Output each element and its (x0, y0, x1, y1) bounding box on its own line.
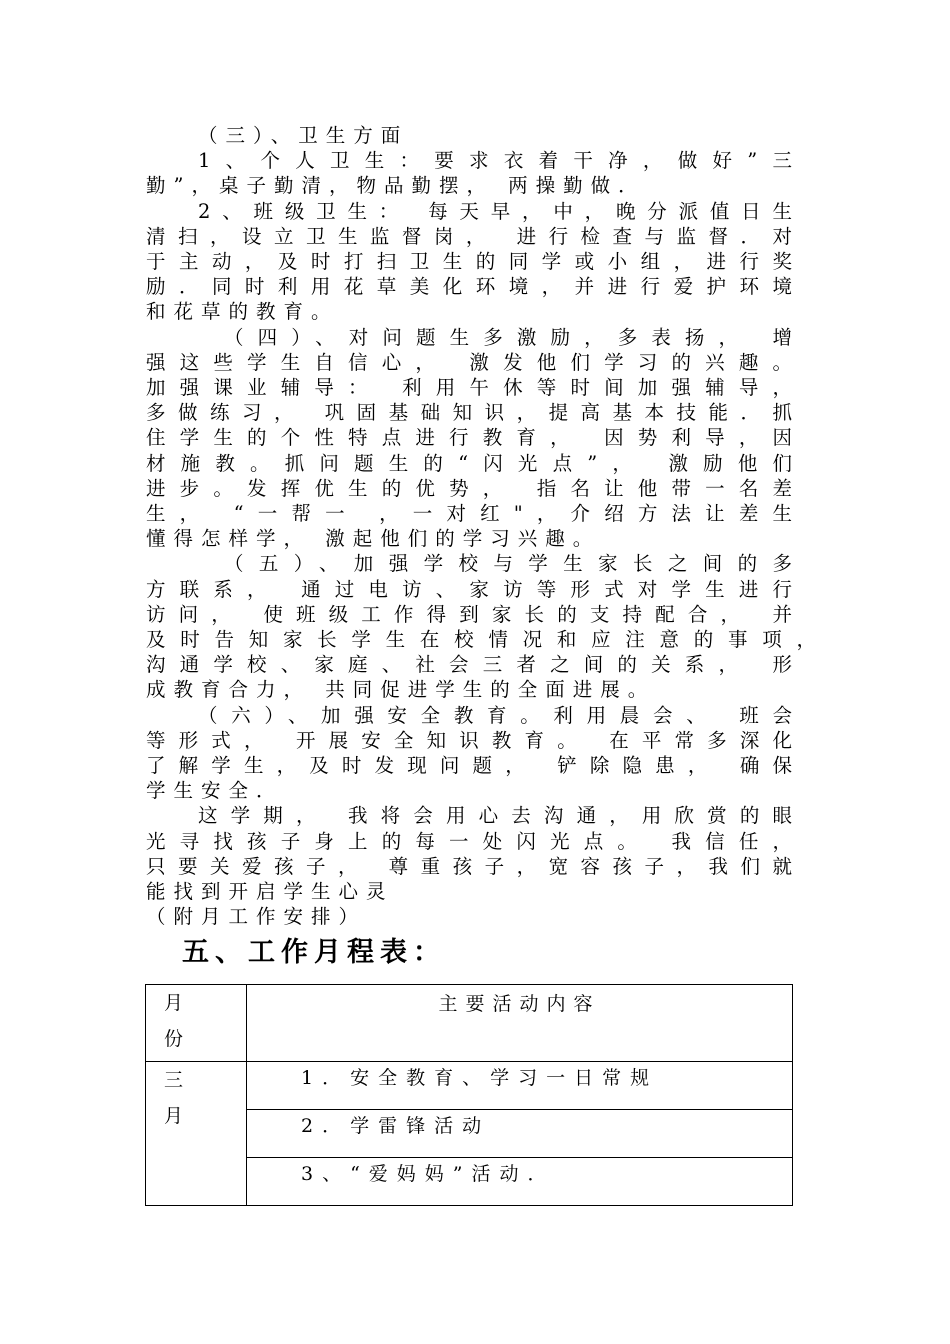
body-line: （六）、加强安全教育。利用晨会、 班会 (198, 703, 792, 727)
month-label: 三月 (164, 1069, 184, 1127)
body-line: 沟通学校、家庭、社会三者之间的关系， 形 (146, 653, 792, 677)
activity-item-3: 3、“爱妈妈”活动． (247, 1158, 793, 1206)
body-line: 能找到开启学生心灵 (146, 880, 394, 903)
body-line: 成教育合力， 共同促进学生的全面进展。 (146, 678, 656, 702)
header-content-cell: 主要活动内容 (247, 985, 793, 1062)
section-title: 五、工作月程表： (182, 937, 446, 968)
body-line: 加强课业辅导： 利用午休等时间加强辅导， (146, 376, 792, 399)
activity-item-1: 1．安全教育、学习一日常规 (247, 1062, 793, 1110)
body-line: （附月工作安排） (146, 905, 367, 929)
header-month-cell (146, 985, 247, 1062)
body-line: 学生安全． (146, 779, 284, 803)
body-line: 方联系， 通过电访、家访等形式对学生进行 (146, 577, 792, 601)
body-line: 懂得怎样学， 激起他们的学习兴趣。 (146, 527, 601, 551)
body-line: 住学生的个性特点进行教育， 因势利导，因 (146, 426, 792, 450)
body-line: 勤”，桌子勤清，物品勤摆， 两操勤做． (146, 174, 646, 198)
body-line: 访问， 使班级工作得到家长的支持配合， 并 (146, 602, 792, 626)
body-line: 光寻找孩子身上的每一处闪光点。 我信任， (146, 829, 792, 853)
body-line: 只要关爱孩子， 尊重孩子，宽容孩子，我们就 (146, 854, 792, 878)
month-cell (146, 1062, 247, 1206)
body-line: 材施教。抓问题生的“闪光点”， 激励他们 (146, 451, 792, 475)
body-line: （四）、对问题生多激励，多表扬， 增 (224, 325, 792, 349)
body-line: 于主动，及时打扫卫生的同学或小组，进行奖 (146, 250, 792, 273)
body-line: 多做练习， 巩固基础知识，提高基本技能．抓 (146, 401, 792, 425)
body-line: 和花草的教育。 (146, 300, 339, 324)
body-line: 生， “一帮一 ，一对红"，介绍方法让差生 (146, 502, 792, 525)
body-line: 进步。发挥优生的优势， 指名让他带一名差 (146, 476, 792, 500)
body-line: 等形式， 开展安全知识教育。 在平常多深化 (146, 728, 792, 752)
body-line: 清扫，设立卫生监督岗， 进行检查与监督．对 (146, 224, 792, 248)
table-header-row (146, 985, 793, 1062)
body-line: （五）、加强学校与学生家长之间的多 (224, 552, 792, 576)
body-line: 及时告知家长学生在校情况和应注意的事项， (146, 628, 816, 651)
body-line: 2、班级卫生： 每天早，中，晚分派值日生 (198, 199, 792, 223)
body-line: 这学期， 我将会用心去沟通，用欣赏的眼 (198, 804, 792, 828)
body-line: 1、个人卫生：要求衣着干净，做好”三 (198, 149, 792, 173)
body-line: 强这些学生自信心， 激发他们学习的兴趣。 (146, 350, 792, 374)
table-row (146, 1062, 793, 1110)
monthly-schedule-table (145, 984, 793, 1206)
body-line: （三）、卫生方面 (198, 124, 409, 147)
activity-item-2: 2．学雷锋活动 (247, 1110, 793, 1158)
body-line: 励．同时利用花草美化环境，并进行爱护环境 (146, 275, 792, 299)
body-line: 了解学生，及时发现问题， 铲除隐患， 确保 (146, 754, 792, 777)
header-month-label: 月份 (164, 992, 184, 1050)
